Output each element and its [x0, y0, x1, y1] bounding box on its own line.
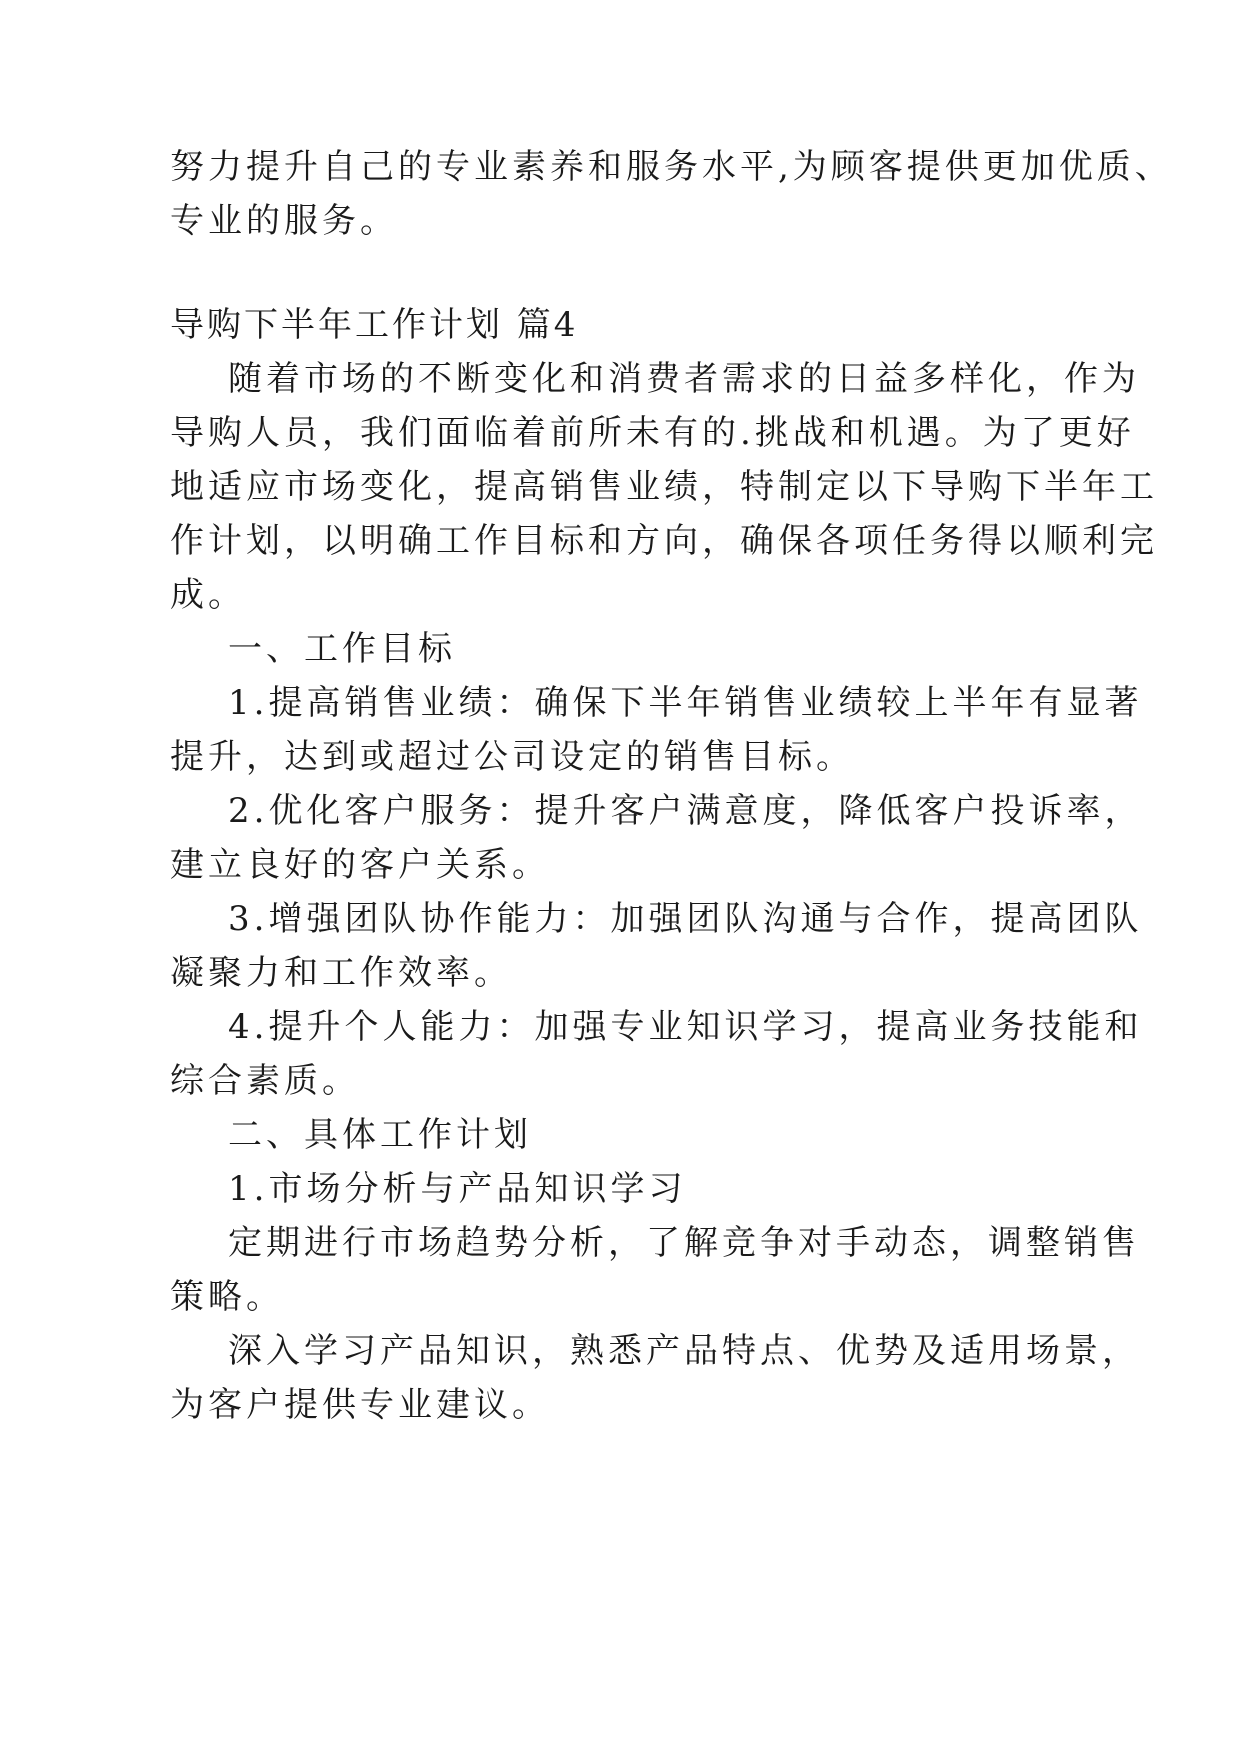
subheading-plan: 二、具体工作计划: [228, 1115, 532, 1155]
text-line: 综合素质。: [170, 1061, 360, 1101]
text-line: 努力提升自己的专业素养和服务水平,为顾客提供更加优质、: [170, 147, 1173, 187]
list-item-first-line: 1.提高销售业绩：确保下半年销售业绩较上半年有显著: [228, 683, 1143, 723]
paragraph-first-line: 随着市场的不断变化和消费者需求的日益多样化，作为: [228, 359, 1140, 399]
text-line: 地适应市场变化，提高销售业绩，特制定以下导购下半年工: [170, 467, 1158, 507]
text-line: 专业的服务。: [170, 201, 398, 241]
text-line: 凝聚力和工作效率。: [170, 953, 512, 993]
list-item-first-line: 3.增强团队协作能力：加强团队沟通与合作，提高团队: [228, 899, 1143, 939]
text-line: 作计划，以明确工作目标和方向，确保各项任务得以顺利完: [170, 521, 1158, 561]
paragraph-first-line: 深入学习产品知识，熟悉产品特点、优势及适用场景，: [228, 1331, 1140, 1371]
list-item-first-line: 4.提升个人能力：加强专业知识学习，提高业务技能和: [228, 1007, 1143, 1047]
sub-subheading: 1.市场分析与产品知识学习: [228, 1169, 687, 1209]
paragraph-first-line: 定期进行市场趋势分析，了解竞争对手动态，调整销售: [228, 1223, 1140, 1263]
list-item-first-line: 2.优化客户服务：提升客户满意度，降低客户投诉率，: [228, 791, 1143, 831]
text-line: 建立良好的客户关系。: [170, 845, 550, 885]
text-line: 为客户提供专业建议。: [170, 1385, 550, 1425]
subheading-goals: 一、工作目标: [228, 629, 456, 669]
text-line: 导购人员，我们面临着前所未有的.挑战和机遇。为了更好: [170, 413, 1135, 453]
section-heading: 导购下半年工作计划 篇4: [170, 305, 579, 345]
text-line: 成。: [170, 575, 246, 615]
text-line: 提升，达到或超过公司设定的销售目标。: [170, 737, 854, 777]
text-line: 策略。: [170, 1277, 284, 1317]
